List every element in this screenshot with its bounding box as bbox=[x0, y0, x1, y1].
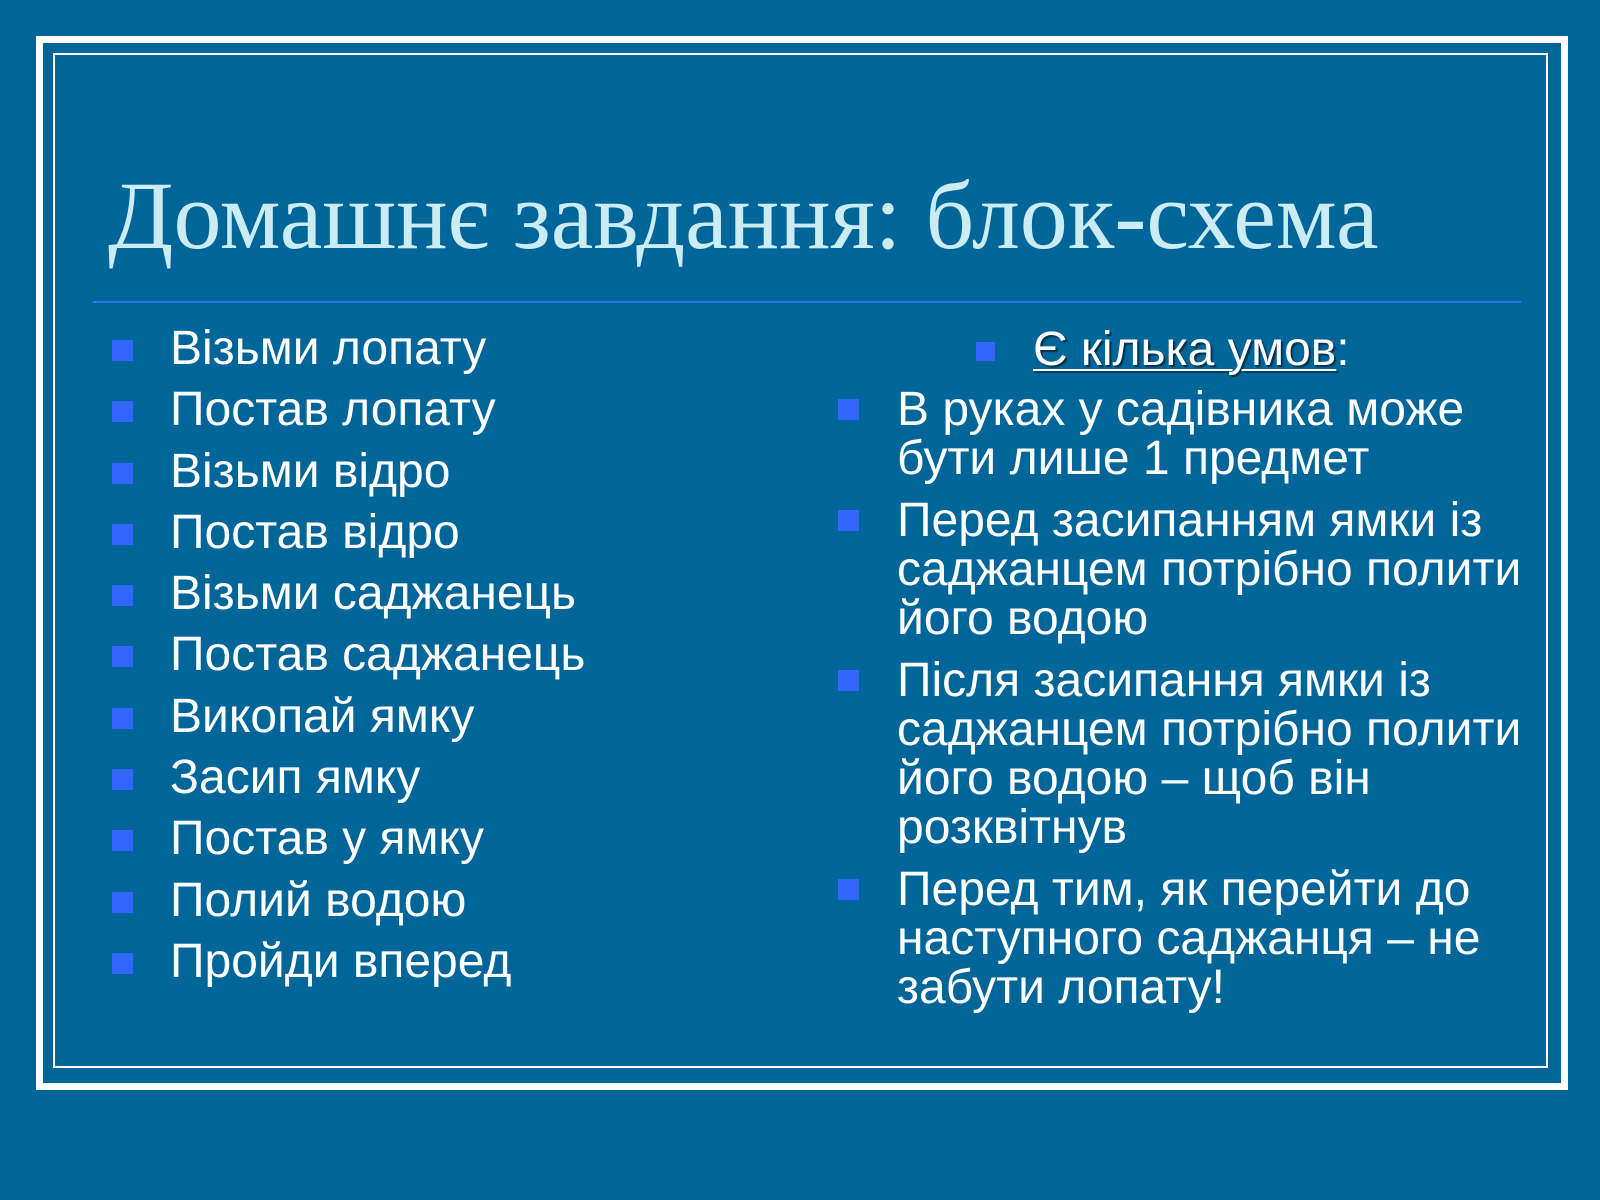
bullet-square-icon bbox=[112, 708, 133, 729]
bullet-square-icon bbox=[112, 463, 133, 484]
list-item-text: Постав саджанець bbox=[170, 628, 586, 682]
list-item bbox=[112, 563, 792, 624]
bullet-square-icon bbox=[112, 524, 133, 545]
bullet-square-icon bbox=[112, 340, 133, 361]
steps-list bbox=[112, 318, 792, 992]
list-item bbox=[838, 656, 1528, 852]
bullet-square-icon bbox=[112, 585, 133, 606]
list-item-text: Засип ямку bbox=[170, 751, 421, 805]
bullet-square-icon bbox=[838, 879, 859, 900]
bullet-square-icon bbox=[112, 953, 133, 974]
list-item bbox=[112, 870, 792, 931]
list-item-text: Візьми саджанець bbox=[170, 567, 577, 621]
list-item bbox=[112, 318, 792, 379]
slide-title: Домашнє завдання: блок-схема bbox=[108, 162, 1379, 269]
bullet-square-icon bbox=[838, 399, 859, 420]
list-item bbox=[112, 502, 792, 563]
title-divider bbox=[93, 301, 1521, 303]
list-item-text: Перед тим, як перейти до наступного саджанця – не забути лопату! bbox=[897, 863, 1481, 1014]
bullet-square-icon bbox=[838, 510, 859, 531]
list-item bbox=[112, 808, 792, 869]
bullet-square-icon bbox=[112, 830, 133, 851]
list-item bbox=[838, 385, 1528, 483]
list-item bbox=[112, 624, 792, 685]
list-item bbox=[838, 496, 1528, 643]
list-item-text: Візьми лопату bbox=[170, 322, 487, 375]
bullet-square-icon bbox=[112, 646, 133, 667]
list-item-text: Перед засипанням ямки із саджанцем потрібно полити його водою bbox=[897, 494, 1522, 645]
bullet-square-icon bbox=[976, 342, 995, 361]
bullet-square-icon bbox=[112, 401, 133, 422]
conditions-list bbox=[838, 385, 1528, 1025]
bullet-square-icon bbox=[112, 892, 133, 913]
bullet-square-icon bbox=[112, 769, 133, 790]
conditions-heading bbox=[976, 322, 1350, 378]
list-item-text: Постав у ямку bbox=[170, 812, 485, 866]
list-item-text: Після засипання ямки із саджанцем потрібно полити його водою – щоб він розквітнув bbox=[897, 654, 1522, 854]
list-item-text: Візьми відро bbox=[170, 444, 451, 498]
list-item-text: В руках у садівника може бути лише 1 предмет bbox=[897, 383, 1465, 485]
list-item bbox=[112, 379, 792, 440]
list-item-text: Постав лопату bbox=[170, 383, 496, 437]
bullet-square-icon bbox=[838, 670, 859, 691]
list-item bbox=[838, 865, 1528, 1012]
list-item bbox=[112, 747, 792, 808]
conditions-link[interactable]: Є кілька умов bbox=[1033, 323, 1337, 376]
conditions-heading-suffix: : bbox=[1336, 323, 1350, 376]
list-item-text: Полий водою bbox=[170, 873, 467, 927]
list-item bbox=[112, 931, 792, 992]
list-item bbox=[112, 686, 792, 747]
list-item-text: Викопай ямку bbox=[170, 689, 475, 743]
list-item-text: Пройди вперед bbox=[170, 934, 512, 988]
list-item-text: Постав відро bbox=[170, 505, 460, 559]
list-item bbox=[112, 441, 792, 502]
